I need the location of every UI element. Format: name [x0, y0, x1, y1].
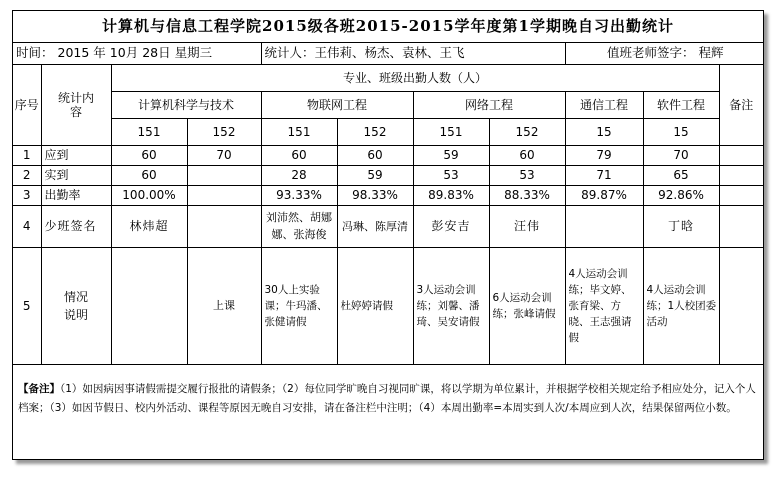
cell: [187, 165, 261, 185]
major-header: 物联网工程: [261, 91, 413, 118]
cell: 70: [187, 145, 261, 165]
year-unit: 年: [93, 45, 106, 60]
row-no: 2: [13, 165, 41, 185]
cell: 89.83%: [413, 185, 489, 205]
class-header: 152: [187, 118, 261, 145]
teacher-name: 程辉: [698, 45, 724, 60]
row-label: 出勤率: [41, 185, 111, 205]
cell: 53: [413, 165, 489, 185]
cell: 79: [565, 145, 643, 165]
remark-header: 备注: [719, 64, 763, 145]
class-header: 151: [413, 118, 489, 145]
notes-text: （1）如因病因事请假需提交履行报批的请假条；（2）每位同学旷晚自习视同旷课，将以学期为单位累计，并根据学校相关规定给予相应处分，记入个人档案；（3）如因节假日、校内外活动、课程等原因无晚自习安排，请在备注栏中注明；（4）本周出勤率=本周实到人次/本周应到人次，结果保留两位小数。: [18, 383, 756, 415]
stat-names: 王伟莉、杨杰、袁林、王飞: [314, 45, 465, 60]
class-header: 15: [643, 118, 719, 145]
cell: [187, 185, 261, 205]
cell: 100.00%: [111, 185, 187, 205]
signature-cell: 刘沛然、胡娜娜、张海俊: [261, 205, 337, 247]
remark-cell: [719, 247, 763, 364]
situation-cell: 4人运动会训练；毕文婷、张育梁、方晓、王志强请假: [565, 247, 643, 364]
teacher-label: 值班老师签字：: [607, 45, 695, 60]
cell: 65: [643, 165, 719, 185]
signature-cell: 丁晗: [643, 205, 719, 247]
year-value: 2015: [57, 45, 90, 60]
major-header: 计算机科学与技术: [111, 91, 261, 118]
attendance-table: [13, 11, 763, 434]
remark-cell: [719, 145, 763, 165]
weekday-value: 星期三: [174, 45, 213, 60]
table-row: [13, 165, 763, 185]
row-label: 实到: [41, 165, 111, 185]
month-value: 10月: [109, 45, 139, 60]
cell: 59: [337, 165, 413, 185]
cell: 89.87%: [565, 185, 643, 205]
cell: 59: [413, 145, 489, 165]
situation-cell: 3人运动会训练；刘馨、潘琦、吴安请假: [413, 247, 489, 364]
class-header: 151: [261, 118, 337, 145]
seq-header: 序号: [13, 64, 41, 145]
remark-cell: [719, 185, 763, 205]
signature-cell: 汪伟: [489, 205, 565, 247]
cell: 93.33%: [261, 185, 337, 205]
attendance-sheet: [12, 10, 764, 460]
signature-cell: 彭安吉: [413, 205, 489, 247]
signature-cell: [187, 205, 261, 247]
table-row: [13, 205, 763, 247]
class-header: 15: [565, 118, 643, 145]
row-no: 5: [13, 247, 41, 364]
notes-cell: [13, 364, 763, 434]
row-label: 应到: [41, 145, 111, 165]
cell: 60: [111, 145, 187, 165]
cell: 71: [565, 165, 643, 185]
day-value: 28日: [142, 45, 171, 60]
signature-cell: 林炜超: [111, 205, 187, 247]
cell: 60: [337, 145, 413, 165]
group-header: 专业、班级出勤人数（人）: [111, 64, 719, 91]
cell: 53: [489, 165, 565, 185]
row-label: 少班签名: [41, 205, 111, 247]
cell: 98.33%: [337, 185, 413, 205]
row-no: 4: [13, 205, 41, 247]
situation-cell: 30人上实验课；牛玛潘、张健请假: [261, 247, 337, 364]
class-header: 152: [489, 118, 565, 145]
situation-cell: 上课: [187, 247, 261, 364]
time-cell: [13, 42, 261, 64]
page-title: 计算机与信息工程学院2015级各班2015-2015学年度第1学期晚自习出勤统计: [13, 11, 763, 42]
table-row: [13, 185, 763, 205]
situation-cell: [111, 247, 187, 364]
situation-cell: 杜婷婷请假: [337, 247, 413, 364]
table-row: [13, 145, 763, 165]
remark-cell: [719, 165, 763, 185]
cell: 88.33%: [489, 185, 565, 205]
situation-cell: 4人运动会训练；1人校团委活动: [643, 247, 719, 364]
row-label: 情况 说明: [41, 247, 111, 364]
cell: 70: [643, 145, 719, 165]
cell: 60: [111, 165, 187, 185]
row-no: 3: [13, 185, 41, 205]
teacher-cell: [565, 42, 763, 64]
situation-cell: 6人运动会训练；张峰请假: [489, 247, 565, 364]
notes-label: 【备注】: [18, 383, 60, 396]
cell: 28: [261, 165, 337, 185]
row-no: 1: [13, 145, 41, 165]
cell: 60: [489, 145, 565, 165]
time-label: 时间：: [16, 45, 54, 60]
stat-cell: [261, 42, 565, 64]
signature-cell: [565, 205, 643, 247]
major-header: 软件工程: [643, 91, 719, 118]
signature-cell: 冯琳、陈厚清: [337, 205, 413, 247]
major-header: 通信工程: [565, 91, 643, 118]
cell: 60: [261, 145, 337, 165]
stat-label: 统计人：: [264, 45, 315, 60]
table-row: [13, 247, 763, 364]
cell: 92.86%: [643, 185, 719, 205]
class-header: 152: [337, 118, 413, 145]
remark-cell: [719, 205, 763, 247]
major-header: 网络工程: [413, 91, 565, 118]
class-header: 151: [111, 118, 187, 145]
stat-content-header: 统计内容: [41, 64, 111, 145]
